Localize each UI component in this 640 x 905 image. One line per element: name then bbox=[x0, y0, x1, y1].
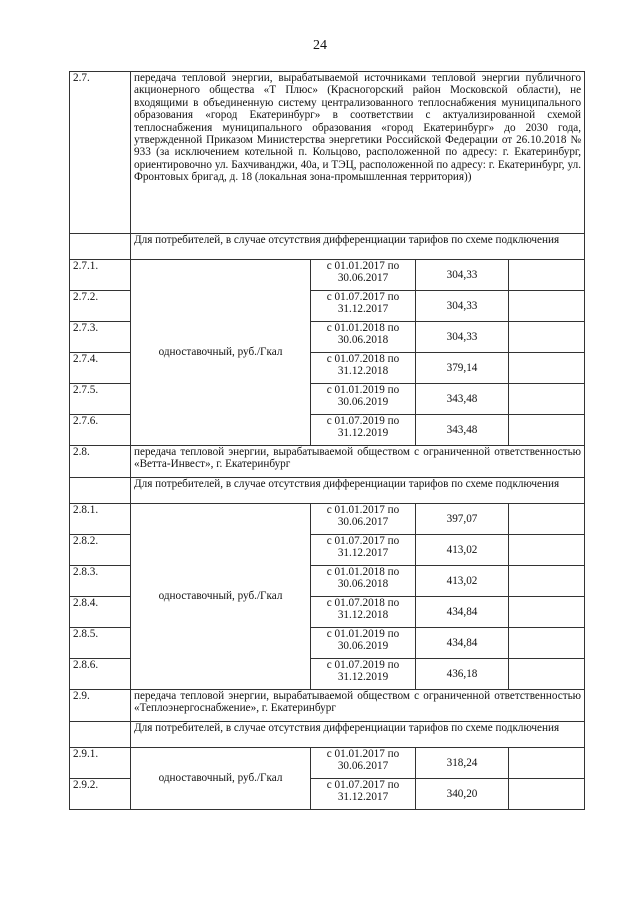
row-number: 2.7.2. bbox=[70, 291, 131, 322]
empty-cell bbox=[509, 322, 585, 353]
tariff-value: 304,33 bbox=[416, 291, 509, 322]
empty-cell bbox=[70, 478, 131, 504]
tariff-period: с 01.07.2017 по 31.12.2017 bbox=[311, 779, 416, 810]
section-header-row bbox=[70, 446, 585, 478]
section-number: 2.8. bbox=[70, 446, 131, 478]
empty-cell bbox=[509, 597, 585, 628]
tariff-period: с 01.01.2017 по 30.06.2017 bbox=[311, 260, 416, 291]
tariff-period: с 01.01.2019 по 30.06.2019 bbox=[311, 384, 416, 415]
tariff-value: 413,02 bbox=[416, 566, 509, 597]
tariff-period: с 01.07.2019 по 31.12.2019 bbox=[311, 415, 416, 446]
tariff-period: с 01.01.2018 по 30.06.2018 bbox=[311, 322, 416, 353]
empty-cell bbox=[509, 353, 585, 384]
consumers-row bbox=[70, 234, 585, 260]
row-number: 2.8.5. bbox=[70, 628, 131, 659]
row-number: 2.8.4. bbox=[70, 597, 131, 628]
page-number: 24 bbox=[313, 38, 327, 53]
empty-cell bbox=[509, 566, 585, 597]
row-number: 2.7.3. bbox=[70, 322, 131, 353]
row-number: 2.7.5. bbox=[70, 384, 131, 415]
section-number: 2.9. bbox=[70, 690, 131, 722]
tariff-type: одноставочный, руб./Гкал bbox=[131, 260, 311, 446]
tariff-type: одноставочный, руб./Гкал bbox=[131, 748, 311, 810]
empty-cell bbox=[509, 260, 585, 291]
empty-cell bbox=[70, 722, 131, 748]
tariff-period: с 01.07.2018 по 31.12.2018 bbox=[311, 353, 416, 384]
row-number: 2.9.1. bbox=[70, 748, 131, 779]
empty-cell bbox=[509, 291, 585, 322]
tariff-period: с 01.07.2019 по 31.12.2019 bbox=[311, 659, 416, 690]
row-number: 2.7.6. bbox=[70, 415, 131, 446]
empty-cell bbox=[70, 234, 131, 260]
section-header-row bbox=[70, 72, 585, 234]
section-description: передача тепловой энергии, вырабатываемой обществом с ограниченной ответственностью «Теплоэнергоснабжение», г. Екатеринбург bbox=[131, 690, 585, 722]
table-row bbox=[70, 748, 585, 779]
tariff-period: с 01.07.2017 по 31.12.2017 bbox=[311, 535, 416, 566]
empty-cell bbox=[509, 415, 585, 446]
tariff-table bbox=[69, 71, 585, 810]
tariff-period: с 01.01.2019 по 30.06.2019 bbox=[311, 628, 416, 659]
tariff-value: 304,33 bbox=[416, 322, 509, 353]
tariff-value: 397,07 bbox=[416, 504, 509, 535]
tariff-value: 304,33 bbox=[416, 260, 509, 291]
tariff-period: с 01.07.2018 по 31.12.2018 bbox=[311, 597, 416, 628]
tariff-value: 434,84 bbox=[416, 597, 509, 628]
tariff-period: с 01.01.2018 по 30.06.2018 bbox=[311, 566, 416, 597]
consumers-note: Для потребителей, в случае отсутствия дифференциации тарифов по схеме подключения bbox=[131, 234, 585, 260]
tariff-value: 436,18 bbox=[416, 659, 509, 690]
tariff-value: 340,20 bbox=[416, 779, 509, 810]
tariff-type: одноставочный, руб./Гкал bbox=[131, 504, 311, 690]
tariff-period: с 01.07.2017 по 31.12.2017 bbox=[311, 291, 416, 322]
empty-cell bbox=[509, 779, 585, 810]
tariff-value: 343,48 bbox=[416, 384, 509, 415]
tariff-value: 434,84 bbox=[416, 628, 509, 659]
section-description: передача тепловой энергии, вырабатываемой обществом с ограниченной ответственностью «Ветта-Инвест», г. Екатеринбург bbox=[131, 446, 585, 478]
tariff-table-body bbox=[70, 72, 585, 810]
section-description: передача тепловой энергии, вырабатываемой источниками тепловой энергии публичного акционерного общества «Т Плюс» (Красногорский район Московской области), не входящими в объединенную систему централизованного теплоснабжения муниципального образования «город Екатеринбург» в соответствии с актуализированной схемой теплоснабжения муниципального образования «город Екатеринбург» до 2030 года, утвержденной Приказом Министерства энергетики Российской Федерации от 26.10.2018 № 933 (за исключением котельной п. Кольцово, расположенной по адресу: г. Екатеринбург, ориентировочно ул. Бахчиванджи, 40а, и ТЭЦ, расположенной по адресу: г. Екатеринбург, ул. Фронтовых бригад, д. 18 (локальная зона-промышленная территория)) bbox=[131, 72, 585, 234]
tariff-period: с 01.01.2017 по 30.06.2017 bbox=[311, 748, 416, 779]
table-row bbox=[70, 504, 585, 535]
empty-cell bbox=[509, 659, 585, 690]
table-row bbox=[70, 260, 585, 291]
empty-cell bbox=[509, 748, 585, 779]
row-number: 2.7.4. bbox=[70, 353, 131, 384]
row-number: 2.9.2. bbox=[70, 779, 131, 810]
consumers-row bbox=[70, 478, 585, 504]
row-number: 2.7.1. bbox=[70, 260, 131, 291]
empty-cell bbox=[509, 504, 585, 535]
consumers-note: Для потребителей, в случае отсутствия дифференциации тарифов по схеме подключения bbox=[131, 722, 585, 748]
tariff-value: 379,14 bbox=[416, 353, 509, 384]
row-number: 2.8.2. bbox=[70, 535, 131, 566]
tariff-value: 343,48 bbox=[416, 415, 509, 446]
empty-cell bbox=[509, 628, 585, 659]
tariff-value: 318,24 bbox=[416, 748, 509, 779]
consumers-note: Для потребителей, в случае отсутствия дифференциации тарифов по схеме подключения bbox=[131, 478, 585, 504]
row-number: 2.8.6. bbox=[70, 659, 131, 690]
section-header-row bbox=[70, 690, 585, 722]
row-number: 2.8.3. bbox=[70, 566, 131, 597]
empty-cell bbox=[509, 384, 585, 415]
section-number: 2.7. bbox=[70, 72, 131, 234]
row-number: 2.8.1. bbox=[70, 504, 131, 535]
empty-cell bbox=[509, 535, 585, 566]
tariff-period: с 01.01.2017 по 30.06.2017 bbox=[311, 504, 416, 535]
consumers-row bbox=[70, 722, 585, 748]
tariff-value: 413,02 bbox=[416, 535, 509, 566]
